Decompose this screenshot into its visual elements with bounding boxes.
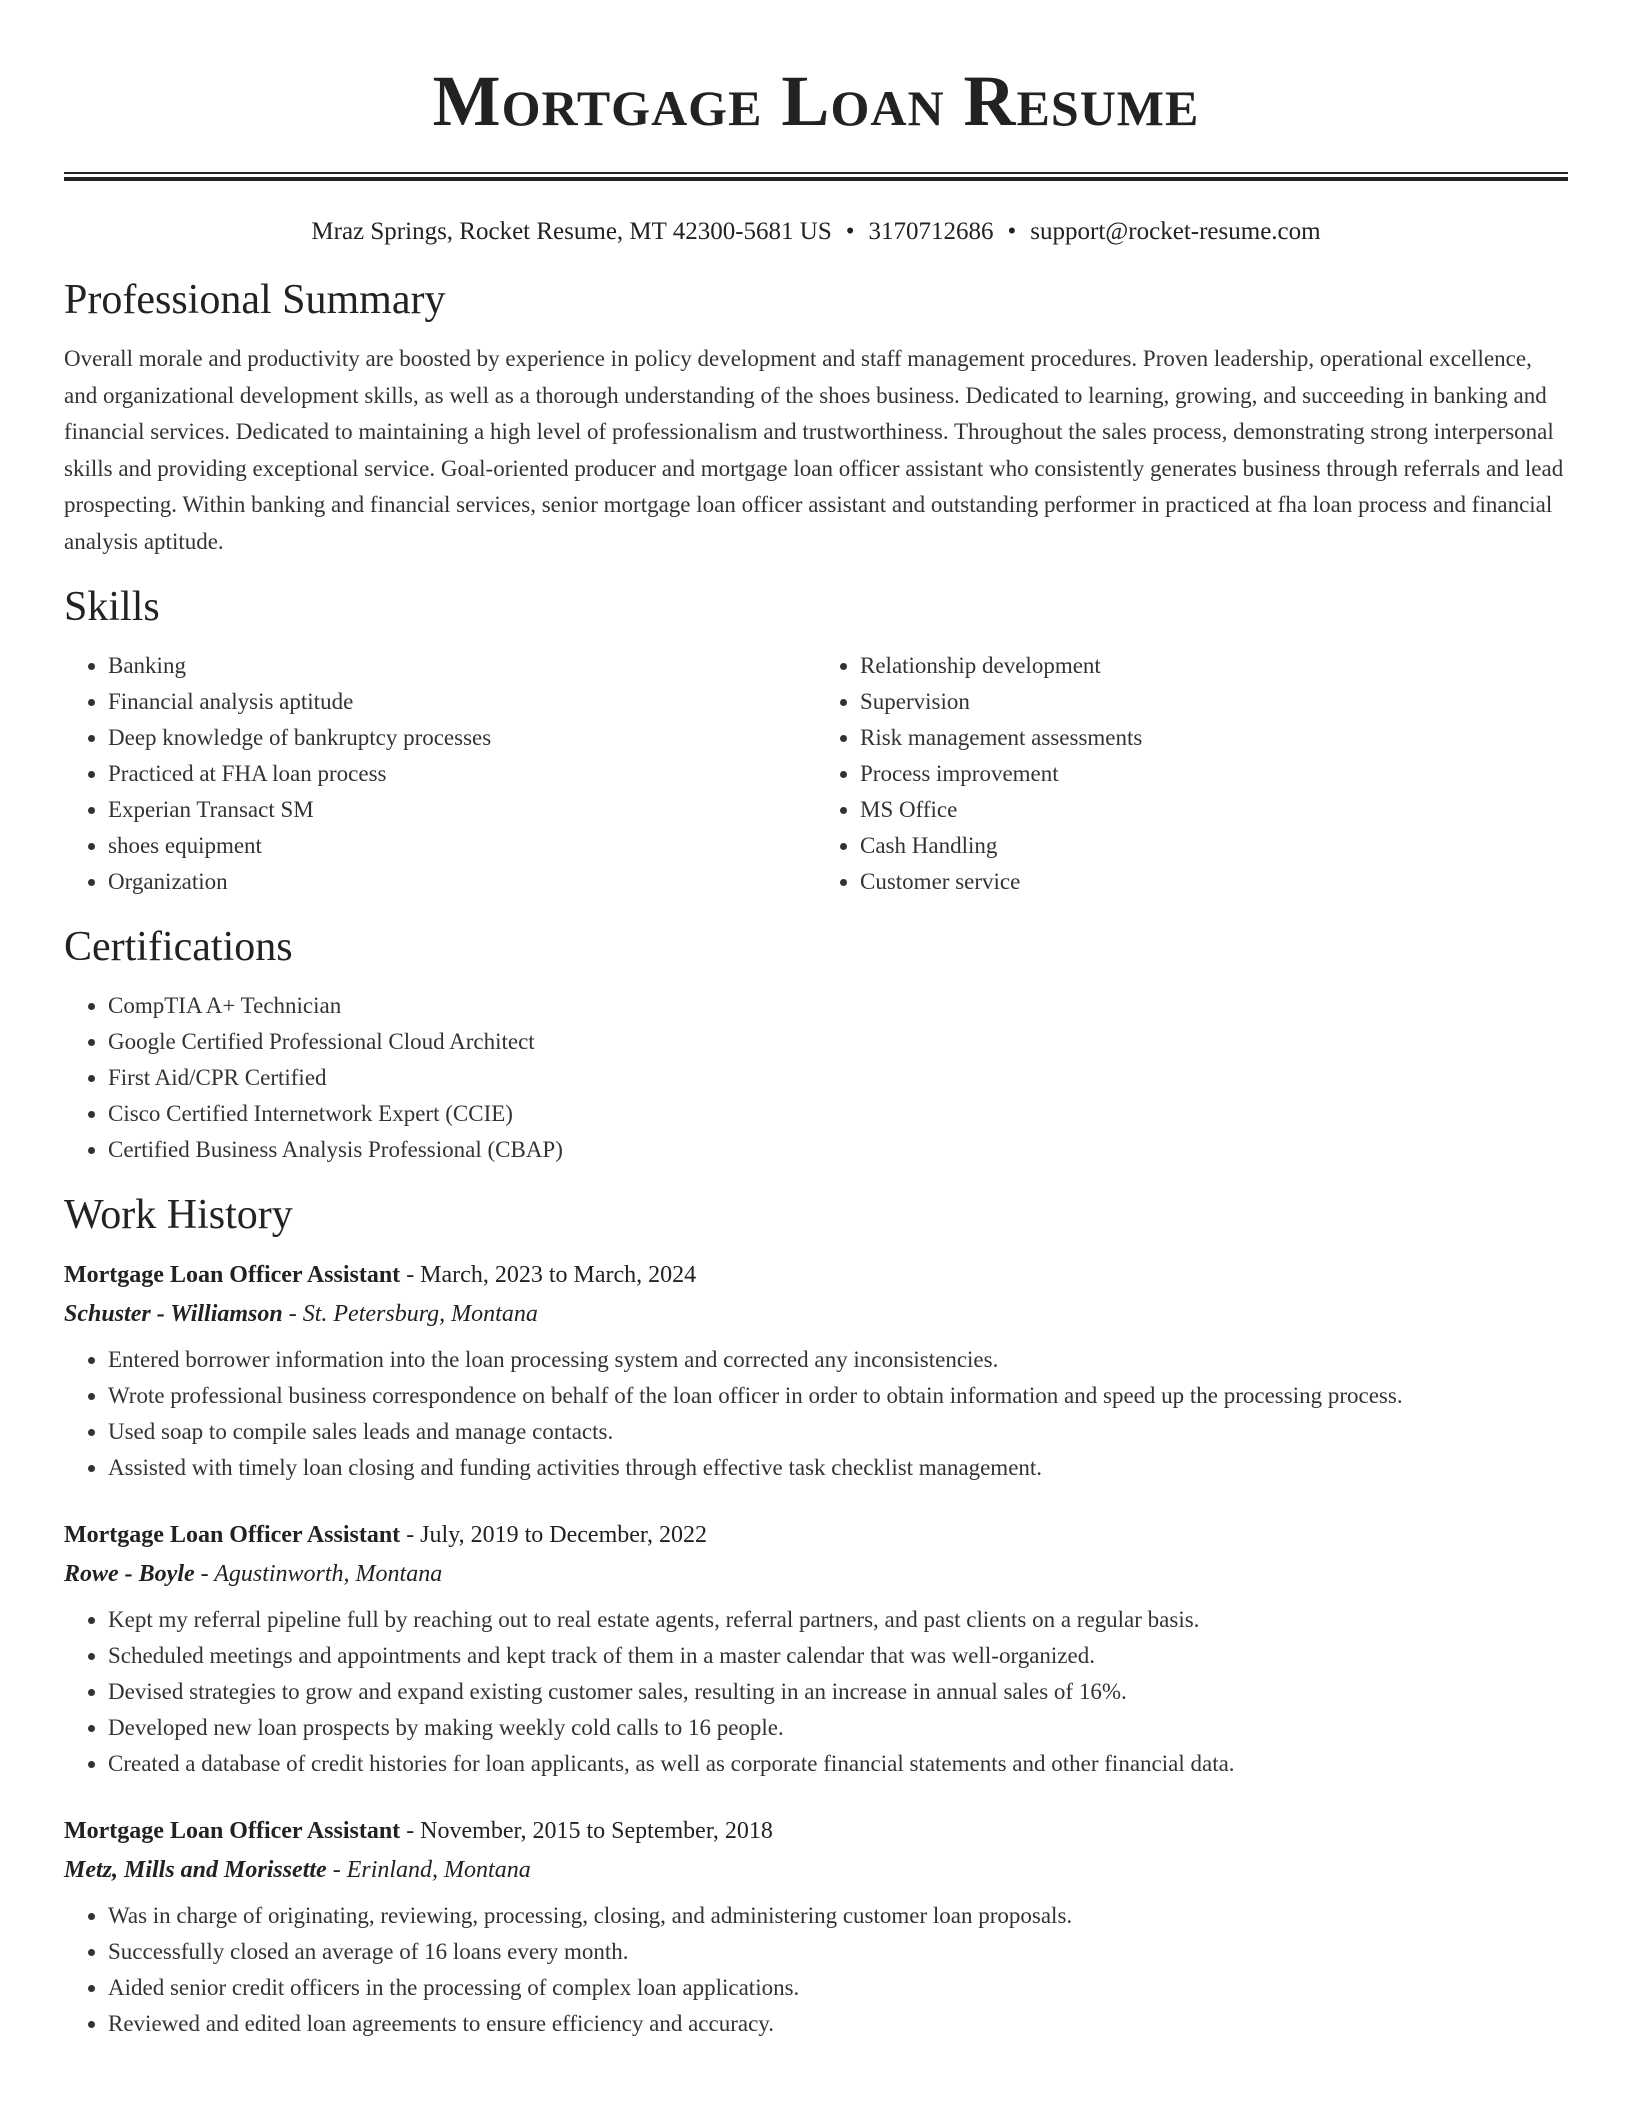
skill-item: • Banking <box>108 648 816 684</box>
job-bullet: • Scheduled meetings and appointments and kept track of them in a master calendar that was well-organized. <box>108 1638 1568 1674</box>
job-dates: - November, 2015 to September, 2018 <box>400 1818 773 1844</box>
certification-item: • CompTIA A+ Technician <box>108 988 1568 1024</box>
skill-item: • Supervision <box>860 684 1568 720</box>
summary-section <box>64 273 1568 560</box>
job-bullet: • Reviewed and edited loan agreements to ensure efficiency and accuracy. <box>108 2006 1568 2042</box>
job-entry <box>64 1516 1568 1782</box>
summary-text: Overall morale and productivity are boosted by experience in policy development and staff management procedures. Proven leadership, operational excellence, and organizational development skills, as well as a thorough understanding of the shoes business. Dedicated to learning, growing, and succeeding in banking and financial services. Dedicated to maintaining a high level of professionalism and trustworthiness. Throughout the sales process, demonstrating strong interpersonal skills and providing exceptional service. Goal-oriented producer and mortgage loan officer assistant who consistently generates business through referrals and lead prospecting. Within banking and financial services, senior mortgage loan officer assistant and outstanding performer in practiced at fha loan process and financial analysis aptitude. <box>64 346 1564 554</box>
skill-item: • MS Office <box>860 792 1568 828</box>
work-history-heading: Work History <box>64 1192 293 1238</box>
skill-item: • Process improvement <box>860 756 1568 792</box>
job-bullet: • Created a database of credit histories for loan applicants, as well as corporate financial statements and other financial data. <box>108 1746 1568 1782</box>
certification-item: • First Aid/CPR Certified <box>108 1060 1568 1096</box>
job-company: Schuster - Williamson <box>64 1301 283 1327</box>
job-title: Mortgage Loan Officer Assistant <box>64 1262 401 1288</box>
title-divider <box>64 172 1568 181</box>
skill-item: • Customer service <box>860 864 1568 900</box>
job-entry <box>64 1256 1568 1486</box>
contact-separator: • <box>845 218 855 245</box>
job-title: Mortgage Loan Officer Assistant <box>64 1522 401 1548</box>
job-entry <box>64 1812 1568 2042</box>
contact-line <box>64 215 1568 249</box>
skill-item: • Practiced at FHA loan process <box>108 756 816 792</box>
job-bullet: • Aided senior credit officers in the processing of complex loan applications. <box>108 1970 1568 2006</box>
job-company-line <box>64 1850 1568 1890</box>
skill-item: • shoes equipment <box>108 828 816 864</box>
job-title-line <box>64 1812 1568 1850</box>
job-bullet: • Kept my referral pipeline full by reaching out to real estate agents, referral partners, and past clients on a regular basis. <box>108 1602 1568 1638</box>
certification-item: • Google Certified Professional Cloud Architect <box>108 1024 1568 1060</box>
skills-list-right <box>816 648 1568 900</box>
skill-item: • Organization <box>108 864 816 900</box>
job-bullet: • Wrote professional business correspondence on behalf of the loan officer in order to obtain information and speed up the processing process. <box>108 1378 1568 1414</box>
contact-separator: • <box>1007 218 1017 245</box>
skill-item: • Risk management assessments <box>860 720 1568 756</box>
skills-columns <box>64 634 1568 900</box>
job-title: Mortgage Loan Officer Assistant <box>64 1818 401 1844</box>
job-bullet: • Was in charge of originating, reviewing, processing, closing, and administering customer loan proposals. <box>108 1898 1568 1934</box>
job-company-line <box>64 1554 1568 1594</box>
job-bullet: • Devised strategies to grow and expand existing customer sales, resulting in an increase in annual sales of 16%. <box>108 1674 1568 1710</box>
resume-title: Mortgage Loan Resume <box>432 61 1200 141</box>
job-location: - Erinland, Montana <box>326 1857 531 1883</box>
job-bullet: • Entered borrower information into the loan processing system and corrected any inconsistencies. <box>108 1342 1568 1378</box>
job-bullets <box>64 1898 1568 2042</box>
contact-phone: 3170712686 <box>868 218 994 245</box>
contact-email: support@rocket-resume.com <box>1030 218 1321 245</box>
job-dates: - July, 2019 to December, 2022 <box>400 1522 707 1548</box>
job-company: Rowe - Boyle <box>64 1561 195 1587</box>
skill-item: • Financial analysis aptitude <box>108 684 816 720</box>
skill-item: • Deep knowledge of bankruptcy processes <box>108 720 816 756</box>
skills-list-left <box>64 648 816 900</box>
job-dates: - March, 2023 to March, 2024 <box>400 1262 697 1288</box>
work-history-section <box>64 1188 1568 2042</box>
job-company: Metz, Mills and Morissette <box>64 1857 327 1883</box>
skill-item: • Experian Transact SM <box>108 792 816 828</box>
certification-item: • Cisco Certified Internetwork Expert (CCIE) <box>108 1096 1568 1132</box>
job-bullet: • Assisted with timely loan closing and funding activities through effective task checklist management. <box>108 1450 1568 1486</box>
skill-item: • Relationship development <box>860 648 1568 684</box>
contact-address: Mraz Springs, Rocket Resume, MT 42300-5681 US <box>311 218 832 245</box>
certification-item: • Certified Business Analysis Professional (CBAP) <box>108 1132 1568 1168</box>
job-company-line <box>64 1294 1568 1334</box>
certifications-heading: Certifications <box>64 924 293 970</box>
job-title-line <box>64 1516 1568 1554</box>
job-bullet: • Successfully closed an average of 16 loans every month. <box>108 1934 1568 1970</box>
job-bullet: • Developed new loan prospects by making weekly cold calls to 16 people. <box>108 1710 1568 1746</box>
job-title-line <box>64 1256 1568 1294</box>
job-bullet: • Used soap to compile sales leads and manage contacts. <box>108 1414 1568 1450</box>
skill-item: • Cash Handling <box>860 828 1568 864</box>
job-bullets <box>64 1342 1568 1486</box>
job-location: - St. Petersburg, Montana <box>282 1301 538 1327</box>
summary-heading: Professional Summary <box>64 277 446 323</box>
job-bullets <box>64 1602 1568 1782</box>
skills-heading: Skills <box>64 584 160 630</box>
certifications-list <box>64 988 1568 1168</box>
certifications-section <box>64 920 1568 1168</box>
job-location: - Agustinworth, Montana <box>194 1561 443 1587</box>
skills-section <box>64 580 1568 900</box>
